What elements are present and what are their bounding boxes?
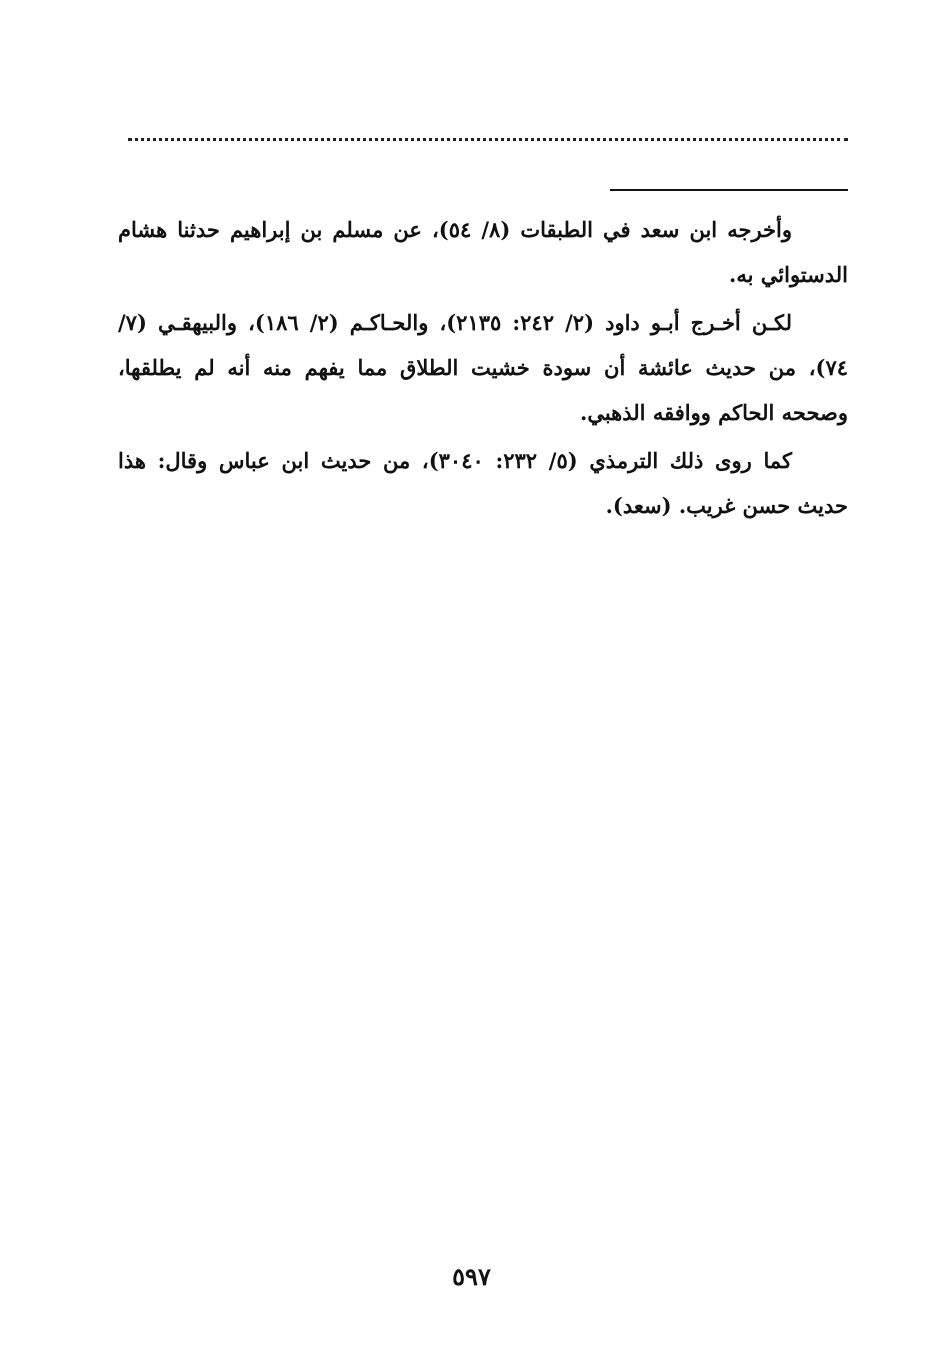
footnote-separator: [610, 189, 848, 191]
footnote-paragraph: كما روى ذلك الترمذي (٥/ ٢٣٢: ٣٠٤٠)، من حديث ابن عباس وقال: هذا حديث حسن غريب. (سعد).: [118, 448, 848, 518]
dotted-separator: [128, 138, 848, 141]
footnotes-block: [118, 207, 848, 531]
footnote-paragraph: لكـن أخـرج أبـو داود (٢/ ٢٤٢: ٢١٣٥)، والحـاكـم (٢/ ١٨٦)، والبيهقـي (٧/ ٧٤)، من حديث عائشة أن سودة خشيت الطلاق مما يفهم منه أنه لم يطلقها، وصححه الحاكم ووافقه الذهبي.: [118, 310, 848, 425]
page-number: ٥٩٧: [452, 1262, 491, 1291]
footnote-paragraph: وأخرجه ابن سعد في الطبقات (٨/ ٥٤)، عن مسلم بن إبراهيم حدثنا هشام الدستوائي به.: [118, 217, 848, 287]
